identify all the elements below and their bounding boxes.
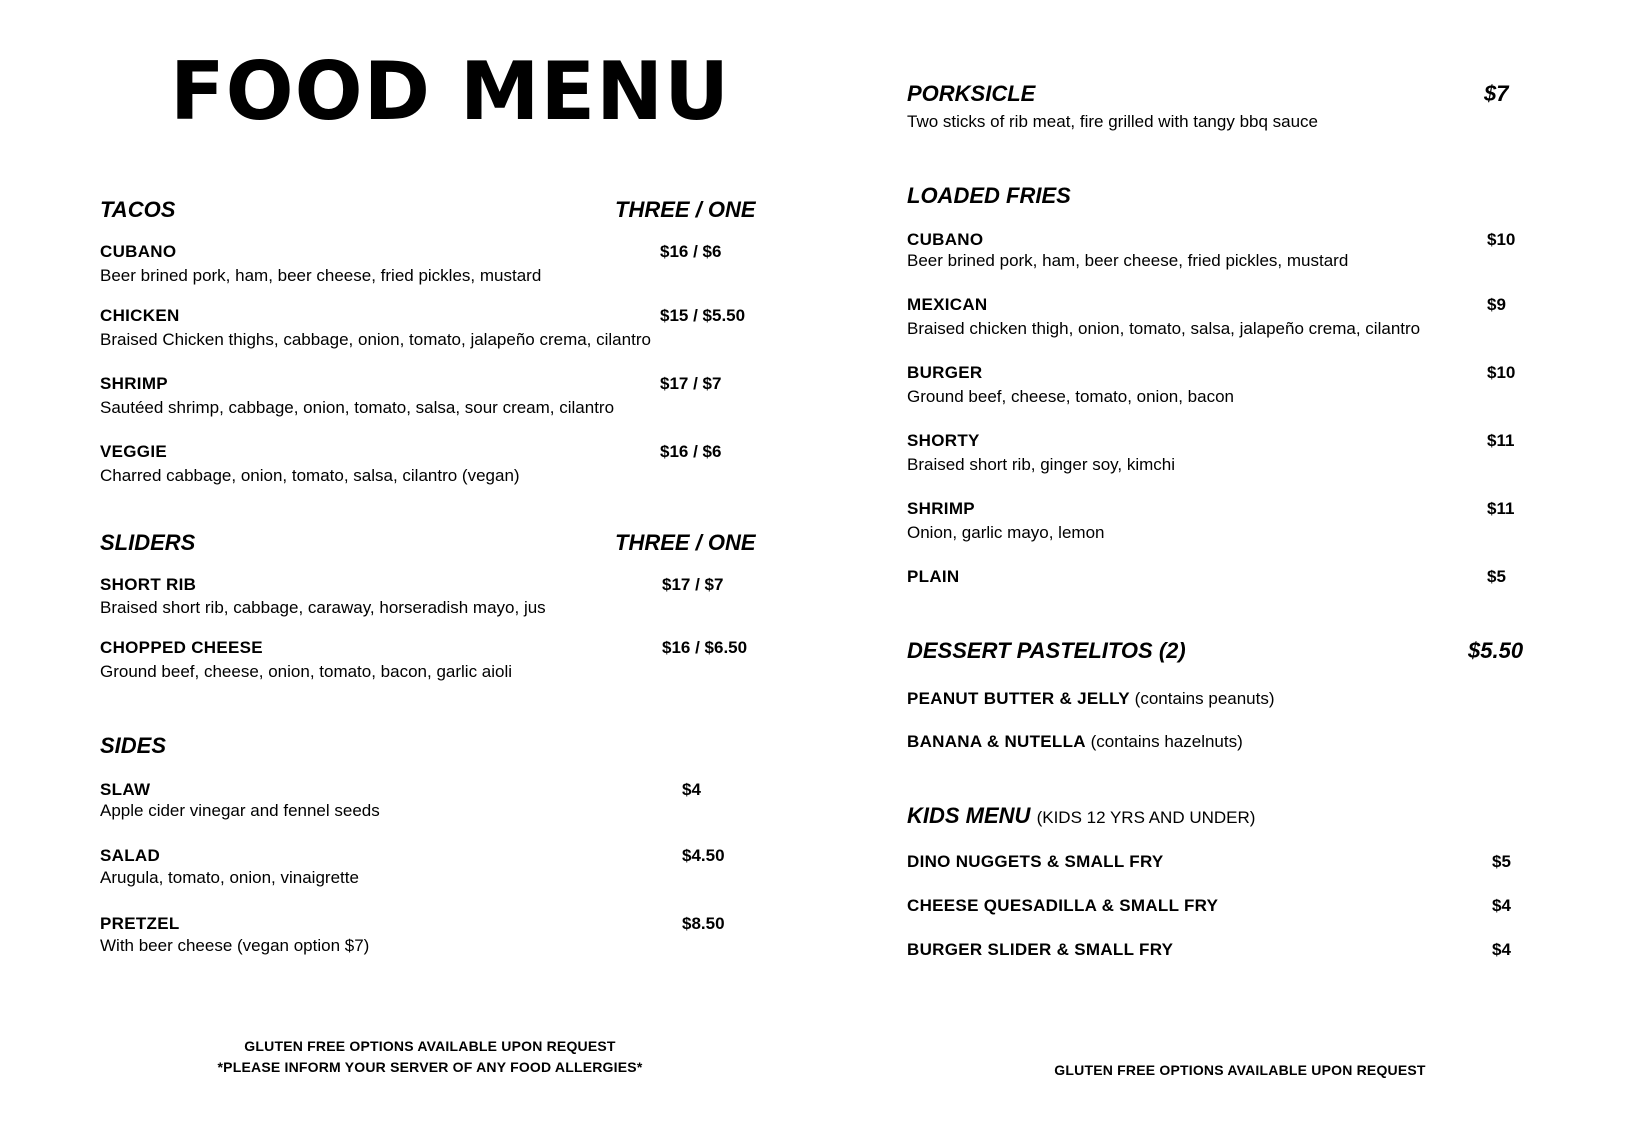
dessert-item <box>907 690 1275 707</box>
kids-menu-note: (KIDS 12 YRS AND UNDER) <box>1036 808 1256 827</box>
fries-item-name: MEXICAN <box>907 295 988 314</box>
fries-item-desc: Ground beef, cheese, tomato, onion, bacon <box>907 387 1235 406</box>
dessert-item <box>907 733 1243 750</box>
sliders-heading: SLIDERS <box>100 530 196 555</box>
sides-heading: SIDES <box>100 733 167 758</box>
tacos-item-desc: Beer brined pork, ham, beer cheese, fried pickles, mustard <box>100 266 542 285</box>
tacos-item-desc: Sautéed shrimp, cabbage, onion, tomato, salsa, sour cream, cilantro <box>100 398 615 417</box>
tacos-item-name: VEGGIE <box>100 442 167 461</box>
dessert-item-note: (contains peanuts) <box>1134 689 1275 708</box>
sides-item-name: PRETZEL <box>100 914 180 933</box>
sliders-item-name: CHOPPED CHEESE <box>100 638 263 657</box>
tacos-item-price: $16 / $6 <box>660 442 722 461</box>
sliders-item-name: SHORT RIB <box>100 575 197 594</box>
tacos-item-price: $15 / $5.50 <box>660 306 746 325</box>
porksicle-heading: PORKSICLE <box>907 81 1036 106</box>
sliders-item-desc: Ground beef, cheese, onion, tomato, bacon, garlic aioli <box>100 662 513 681</box>
sliders-price-heading: THREE / ONE <box>615 530 756 555</box>
tacos-heading: TACOS <box>100 197 176 222</box>
fries-item-price: $11 <box>1487 499 1515 518</box>
kids-item-name: CHEESE QUESADILLA & SMALL FRY <box>907 896 1219 915</box>
kids-item-name: BURGER SLIDER & SMALL FRY <box>907 940 1174 959</box>
allergy-note: *PLEASE INFORM YOUR SERVER OF ANY FOOD ALLERGIES* <box>217 1059 643 1075</box>
tacos-item-desc: Braised Chicken thighs, cabbage, onion, tomato, jalapeño crema, cilantro <box>100 330 651 349</box>
fries-item-name: SHORTY <box>907 431 980 450</box>
fries-item-desc: Braised chicken thigh, onion, tomato, salsa, jalapeño crema, cilantro <box>907 319 1421 338</box>
sides-item-name: SALAD <box>100 846 161 865</box>
tacos-item-desc: Charred cabbage, onion, tomato, salsa, cilantro (vegan) <box>100 466 520 485</box>
tacos-item-name: CUBANO <box>100 242 177 261</box>
fries-item-desc: Beer brined pork, ham, beer cheese, fried pickles, mustard <box>907 251 1349 270</box>
dessert-item-name: BANANA & NUTELLA <box>907 732 1086 751</box>
tacos-item-name: SHRIMP <box>100 374 168 393</box>
sliders-item-price: $17 / $7 <box>662 575 724 594</box>
gluten-free-note: GLUTEN FREE OPTIONS AVAILABLE UPON REQUEST <box>244 1038 616 1054</box>
porksicle-desc: Two sticks of rib meat, fire grilled with tangy bbq sauce <box>907 112 1319 131</box>
tacos-item-price: $17 / $7 <box>660 374 722 393</box>
fries-item-price: $10 <box>1487 230 1516 249</box>
tacos-item-name: CHICKEN <box>100 306 180 325</box>
kids-menu-heading: KIDS MENU <box>907 803 1031 828</box>
right-footer: GLUTEN FREE OPTIONS AVAILABLE UPON REQUEST <box>1054 1062 1426 1078</box>
dessert-price: $5.50 <box>1468 638 1524 663</box>
dessert-item-note: (contains hazelnuts) <box>1090 732 1243 751</box>
sides-item-price: $8.50 <box>682 914 725 933</box>
fries-item-name: SHRIMP <box>907 499 975 518</box>
fries-item-name: PLAIN <box>907 567 960 586</box>
fries-item-name: BURGER <box>907 363 983 382</box>
fries-item-desc: Onion, garlic mayo, lemon <box>907 523 1105 542</box>
fries-item-price: $5 <box>1487 567 1506 586</box>
loaded-fries-heading: LOADED FRIES <box>907 183 1071 208</box>
kids-item-price: $4 <box>1492 940 1511 959</box>
sliders-item-price: $16 / $6.50 <box>662 638 748 657</box>
kids-item-name: DINO NUGGETS & SMALL FRY <box>907 852 1164 871</box>
sides-item-desc: With beer cheese (vegan option $7) <box>100 936 370 955</box>
sides-item-desc: Arugula, tomato, onion, vinaigrette <box>100 868 359 887</box>
menu-title: FOOD MENU <box>169 45 731 138</box>
fries-item-name: CUBANO <box>907 230 984 249</box>
fries-item-desc: Braised short rib, ginger soy, kimchi <box>907 455 1176 474</box>
left-footer <box>180 1036 680 1078</box>
dessert-heading: DESSERT PASTELITOS (2) <box>907 638 1186 663</box>
porksicle-price: $7 <box>1484 81 1509 106</box>
sides-item-price: $4 <box>682 780 701 799</box>
tacos-item-price: $16 / $6 <box>660 242 722 261</box>
sides-item-desc: Apple cider vinegar and fennel seeds <box>100 801 380 820</box>
sides-item-name: SLAW <box>100 780 151 799</box>
kids-menu-heading-row <box>907 805 1255 827</box>
sliders-item-desc: Braised short rib, cabbage, caraway, horseradish mayo, jus <box>100 598 546 617</box>
fries-item-price: $11 <box>1487 431 1515 450</box>
kids-item-price: $4 <box>1492 896 1511 915</box>
sides-item-price: $4.50 <box>682 846 725 865</box>
dessert-item-name: PEANUT BUTTER & JELLY <box>907 689 1130 708</box>
kids-item-price: $5 <box>1492 852 1511 871</box>
fries-item-price: $9 <box>1487 295 1506 314</box>
tacos-price-heading: THREE / ONE <box>615 197 756 222</box>
fries-item-price: $10 <box>1487 363 1516 382</box>
